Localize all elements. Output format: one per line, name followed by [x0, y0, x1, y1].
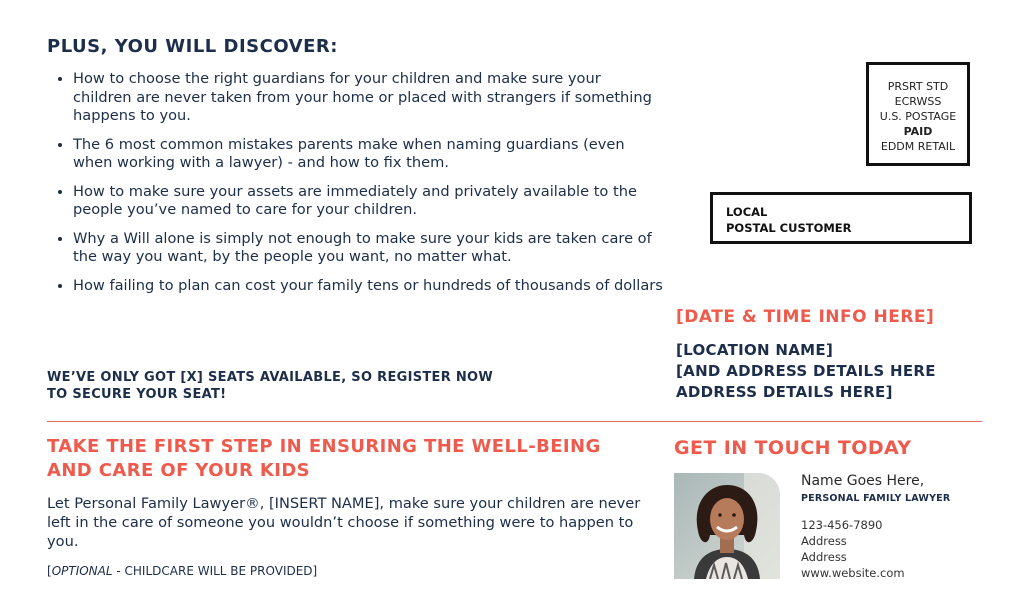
lawyer-name: Name Goes Here,	[801, 473, 925, 489]
postage-line: ECRWSS	[894, 95, 942, 108]
cta-headline	[47, 435, 657, 483]
list-item: • How to make sure your assets are immediately and privately available to the people you’ve named to care for your children.	[73, 183, 663, 220]
cta-headline-line: AND CARE OF YOUR KIDS	[47, 460, 311, 481]
contact-address: Address	[801, 550, 847, 564]
lawyer-photo	[674, 473, 780, 579]
postage-line: EDDM RETAIL	[880, 140, 956, 153]
recipient-box	[710, 192, 972, 244]
list-item: • The 6 most common mistakes parents make when naming guardians (even when working with a lawyer) - and how to fix them.	[73, 136, 663, 173]
postage-line: PRSRT STD	[887, 80, 949, 93]
portrait-image	[674, 473, 780, 579]
optional-open: [	[47, 564, 52, 578]
list-item: • How to choose the right guardians for your children and make sure your children are never taken from your home or placed with strangers if something happens to you.	[73, 70, 663, 126]
seats-notice-line: TO SECURE YOUR SEAT!	[47, 387, 227, 402]
recipient-line: LOCAL	[726, 205, 768, 219]
postage-indicia	[866, 62, 970, 166]
optional-label: OPTIONAL	[51, 564, 113, 578]
contact-phone: 123-456-7890	[801, 518, 883, 532]
divider	[47, 421, 982, 422]
event-date-time: [DATE & TIME INFO HERE]	[676, 307, 935, 327]
event-location	[676, 340, 936, 403]
contact-address: Address	[801, 534, 847, 548]
benefit-list	[47, 70, 663, 305]
optional-note	[47, 564, 317, 578]
location-address: [AND ADDRESS DETAILS HERE	[676, 362, 936, 380]
optional-rest: - CHILDCARE WILL BE PROVIDED]	[112, 564, 318, 578]
contact-heading: GET IN TOUCH TODAY	[674, 437, 912, 459]
recipient-line: POSTAL CUSTOMER	[726, 221, 852, 235]
postage-line: U.S. POSTAGE	[879, 110, 957, 123]
location-name: [LOCATION NAME]	[676, 341, 834, 359]
section-heading: PLUS, YOU WILL DISCOVER:	[47, 36, 338, 57]
seats-notice	[47, 369, 567, 403]
list-item: • Why a Will alone is simply not enough to make sure your kids are taken care of the way you want, by the people you want, no matter what.	[73, 230, 663, 267]
postage-paid: PAID	[903, 125, 933, 138]
list-item: • How failing to plan can cost your family tens or hundreds of thousands of dollars	[73, 277, 663, 296]
location-address: ADDRESS DETAILS HERE]	[676, 383, 893, 401]
cta-headline-line: TAKE THE FIRST STEP IN ENSURING THE WELL-BEING	[47, 436, 601, 457]
lawyer-title: PERSONAL FAMILY LAWYER	[801, 493, 951, 504]
seats-notice-line: WE’VE ONLY GOT [X] SEATS AVAILABLE, SO REGISTER NOW	[47, 370, 494, 385]
contact-details	[801, 517, 905, 581]
cta-body: Let Personal Family Lawyer®, [INSERT NAME], make sure your children are never left in the care of someone you wouldn’t choose if something were to happen to you.	[47, 495, 641, 550]
contact-website[interactable]: www.website.com	[801, 566, 905, 580]
